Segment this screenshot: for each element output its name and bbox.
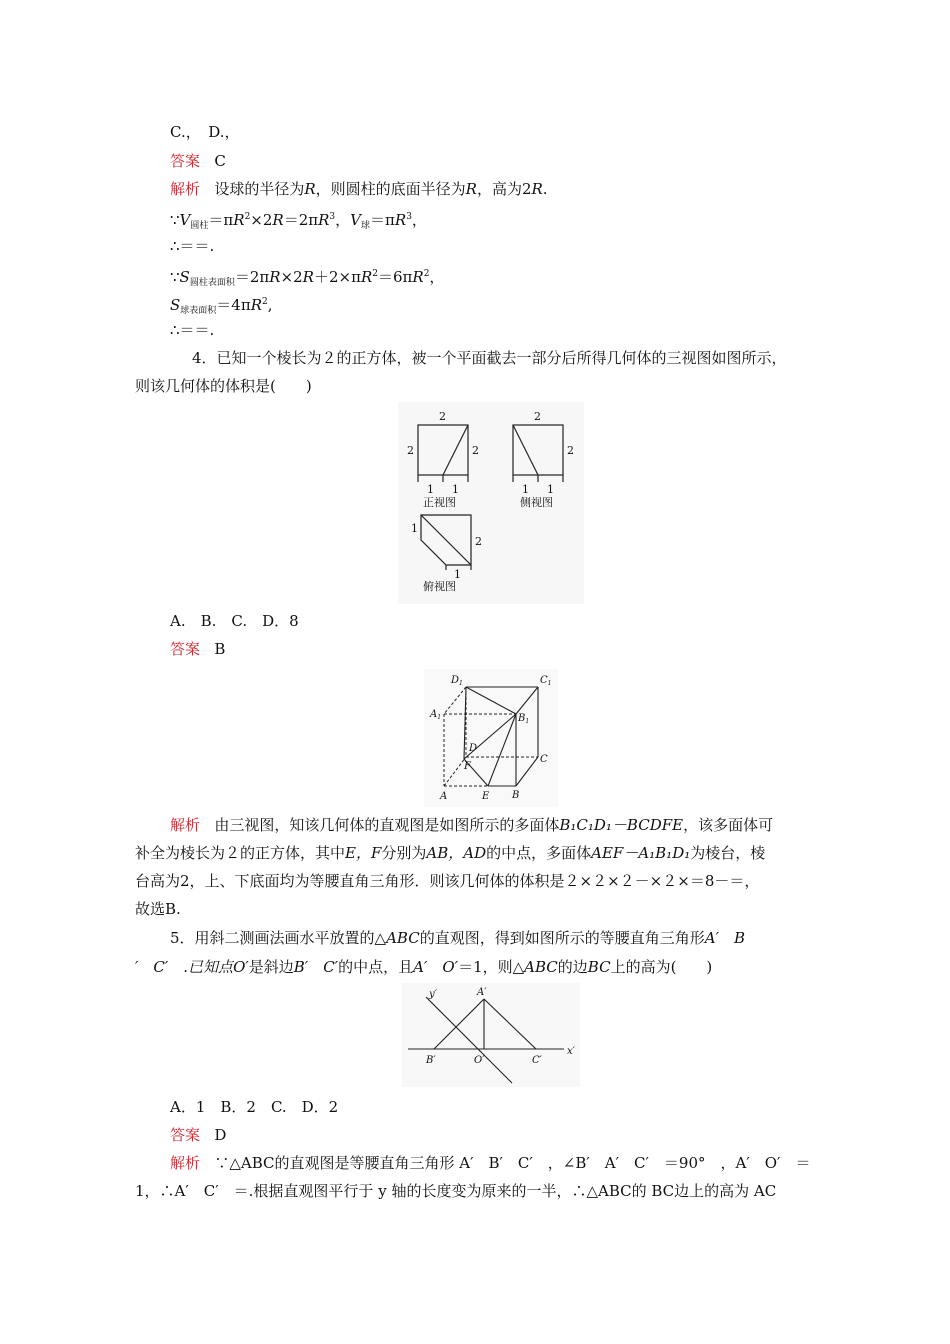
var-r: R	[412, 268, 424, 286]
text: 的中点，多面体	[486, 844, 592, 862]
q4-options: A. B. C. D．8	[170, 612, 299, 630]
front-left-label: 2	[407, 444, 414, 457]
text: ，	[429, 268, 445, 286]
text: ，	[411, 211, 427, 229]
therefore-symbol: ∴	[170, 237, 180, 255]
label-b1: $B_1$	[518, 713, 530, 725]
cube-svg	[424, 669, 558, 807]
polyhedron-name: B₁C₁D₁－BCDFE	[559, 816, 684, 834]
superscript: 2	[423, 269, 430, 279]
oblique-figure	[402, 983, 580, 1087]
analysis-label: 解析	[170, 180, 201, 198]
side-ba	[434, 999, 484, 1049]
top-view-diagonal	[421, 515, 471, 565]
var-r: R	[318, 211, 330, 229]
three-views-svg	[398, 402, 584, 604]
analysis-label: 解析	[170, 1154, 201, 1172]
answer-label: 答案	[170, 1126, 201, 1144]
top-right-label: 2	[475, 535, 482, 548]
subscript: 圆柱	[190, 221, 209, 231]
q5-text-line1	[170, 928, 745, 948]
point-o: O′	[233, 958, 249, 976]
label-a1: $A_1$	[430, 709, 442, 721]
points: E，F	[345, 844, 382, 862]
segment: BC	[587, 958, 611, 976]
top-left-label: 1	[411, 522, 418, 535]
superscript: 3	[406, 212, 412, 222]
q5-options: A．1 B．2 C. D．2	[170, 1098, 339, 1116]
text: ，高为2	[476, 180, 532, 198]
top-view-label: 俯视图	[423, 580, 456, 593]
text: 为棱台，棱	[690, 844, 766, 862]
polyhedron-name: AEF－A₁B₁D₁	[591, 844, 691, 862]
because-symbol: ∵	[170, 211, 180, 229]
front-view-square	[418, 425, 468, 475]
text: ＝＝.	[179, 321, 215, 339]
side-ac	[484, 999, 536, 1049]
text: ＝1，则△	[458, 958, 525, 976]
text: 分别为	[381, 844, 427, 862]
var-r: R	[233, 211, 245, 229]
text: ＝2π	[283, 211, 319, 229]
cube-figure	[424, 669, 558, 807]
var-r: R	[269, 268, 281, 286]
answer-value: D	[214, 1126, 227, 1144]
q4-answer-row	[170, 639, 225, 659]
q3-analysis-line5	[170, 292, 273, 321]
subscript: 球表面积	[180, 306, 217, 316]
q3-analysis-line3	[170, 236, 214, 256]
q5-answer-row	[170, 1125, 226, 1145]
var-v: V	[350, 211, 362, 229]
label-c1: $C_1$	[540, 675, 552, 687]
text: ＝π	[208, 211, 234, 229]
label-c: C′	[532, 1055, 542, 1066]
text: ＝6π	[377, 268, 413, 286]
var-v: V	[179, 211, 191, 229]
triangle-vertices: A′ B	[704, 929, 745, 947]
var-r: R	[531, 180, 543, 198]
label-x: x′	[567, 1046, 575, 1057]
answer-value: B	[214, 640, 226, 658]
subscript: 圆柱表面积	[189, 278, 235, 288]
answer-value: C	[214, 152, 226, 170]
three-views-figure	[398, 402, 584, 604]
var-r: R	[465, 180, 477, 198]
label-b: B′	[426, 1055, 436, 1066]
front-top-label: 2	[439, 410, 446, 423]
text: ，则圆柱的底面半径为	[315, 180, 466, 198]
side-view-square	[513, 425, 563, 475]
var-r: R	[304, 180, 316, 198]
q3-answer-row	[170, 151, 226, 171]
because-symbol: ∵	[170, 268, 180, 286]
side-view-diagonal	[513, 425, 538, 475]
q4-analysis-line4: 故选B.	[135, 900, 181, 918]
q5-text-line2	[135, 957, 712, 977]
superscript: 3	[329, 212, 336, 222]
analysis-label: 解析	[170, 816, 201, 834]
side-bottom-label-2: 1	[547, 483, 554, 496]
var-r: R	[302, 268, 314, 286]
var-r: R	[360, 268, 373, 286]
label-d: D	[469, 743, 478, 754]
triangle: ABC	[386, 929, 420, 947]
text: 的边	[557, 958, 588, 976]
label-a: A	[440, 791, 448, 802]
subscript: 球	[361, 221, 371, 231]
text: 设球的半径为	[214, 180, 305, 198]
side-top-label: 2	[534, 410, 541, 423]
var-s: S	[170, 296, 181, 314]
superscript: 2	[244, 212, 251, 222]
top-bottom-label: 1	[454, 568, 461, 581]
answer-label: 答案	[170, 640, 201, 658]
q3-analysis-line4	[170, 264, 444, 293]
text: ′ C′ .已知点	[135, 958, 234, 976]
text: 的中点，且	[338, 958, 414, 976]
text: 的直观图，得到如图所示的等腰直角三角形	[419, 929, 705, 947]
var-r: R	[250, 296, 262, 314]
label-f: F	[464, 761, 471, 772]
text: 由三视图，知该几何体的直观图是如图所示的多面体	[214, 816, 560, 834]
q4-analysis-line3: 台高为2，上、下底面均为等腰直角三角形．则该几何体的体积是２×２×２－×２×＝8－＝，	[135, 872, 760, 890]
text: ∵△ABC的直观图是等腰直角三角形 A′ B′ C′ ，∠B′ A′ C′ ＝90° ，A′ O′ ＝	[214, 1154, 811, 1172]
text: ＝π	[370, 211, 395, 229]
text: ,	[267, 296, 273, 314]
label-o: O′	[474, 1055, 485, 1066]
front-bottom-label-1: 1	[427, 483, 434, 496]
var-s: S	[179, 268, 190, 286]
side-bottom-label-1: 1	[522, 483, 529, 496]
label-e: E	[482, 791, 490, 802]
q3-analysis-line6	[170, 320, 214, 340]
text: ＝＝.	[179, 237, 215, 255]
triangle: ABC	[524, 958, 558, 976]
y-axis	[426, 997, 512, 1083]
var-r: R	[272, 211, 284, 229]
text: ×2	[280, 268, 303, 286]
segment-ao: A′ O′	[413, 958, 459, 976]
q3-options: C.， D.，	[170, 123, 240, 141]
front-right-label: 2	[472, 444, 479, 457]
text: ，	[335, 211, 351, 229]
front-view-label: 正视图	[423, 496, 456, 509]
text: ＋2×π	[313, 268, 361, 286]
text: ×2	[250, 211, 273, 229]
superscript: 2	[262, 297, 268, 307]
text: .	[542, 180, 548, 198]
q5-analysis-line2: 1，∴A′ C′ ＝.根据直观图平行于 y 轴的长度变为原来的一半，∴△ABC的 BC边上的高为 AC	[135, 1182, 777, 1200]
front-bottom-label-2: 1	[452, 483, 459, 496]
q3-analysis-line2	[170, 207, 427, 236]
q4-text-line1: 4．已知一个棱长为２的正方体，被一个平面截去一部分后所得几何体的三视图如图所示，	[192, 349, 787, 367]
q4-analysis-line2	[135, 843, 765, 863]
segment-bc: B′ C′	[293, 958, 339, 976]
q3-analysis-line1	[170, 179, 548, 199]
text: ＝2π	[234, 268, 270, 286]
label-b: B	[512, 790, 520, 801]
side-right-label: 2	[567, 444, 574, 457]
label-y: y′	[429, 989, 437, 1000]
label-c: C	[540, 754, 548, 765]
superscript: 2	[372, 269, 378, 279]
q4-text-line2: 则该几何体的体积是( )	[135, 377, 312, 395]
text: ＝4π	[216, 296, 251, 314]
text: 是斜边	[248, 958, 294, 976]
text: ，该多面体可	[683, 816, 774, 834]
label-d1: $D_1$	[451, 675, 463, 687]
answer-label: 答案	[170, 152, 201, 170]
var-r: R	[394, 211, 407, 229]
label-a: A′	[477, 987, 487, 998]
q4-analysis-line1	[170, 815, 773, 835]
text: 5．用斜二测画法画水平放置的△	[170, 929, 387, 947]
q5-analysis-line1	[170, 1153, 810, 1173]
text: 上的高为( )	[610, 958, 713, 976]
therefore-symbol: ∴	[170, 321, 180, 339]
side-view-label: 侧视图	[520, 496, 553, 509]
oblique-svg	[402, 983, 580, 1087]
front-view-diagonal	[443, 425, 468, 475]
segments: AB，AD	[426, 844, 487, 862]
text: 补全为棱长为２的正方体，其中	[135, 844, 346, 862]
